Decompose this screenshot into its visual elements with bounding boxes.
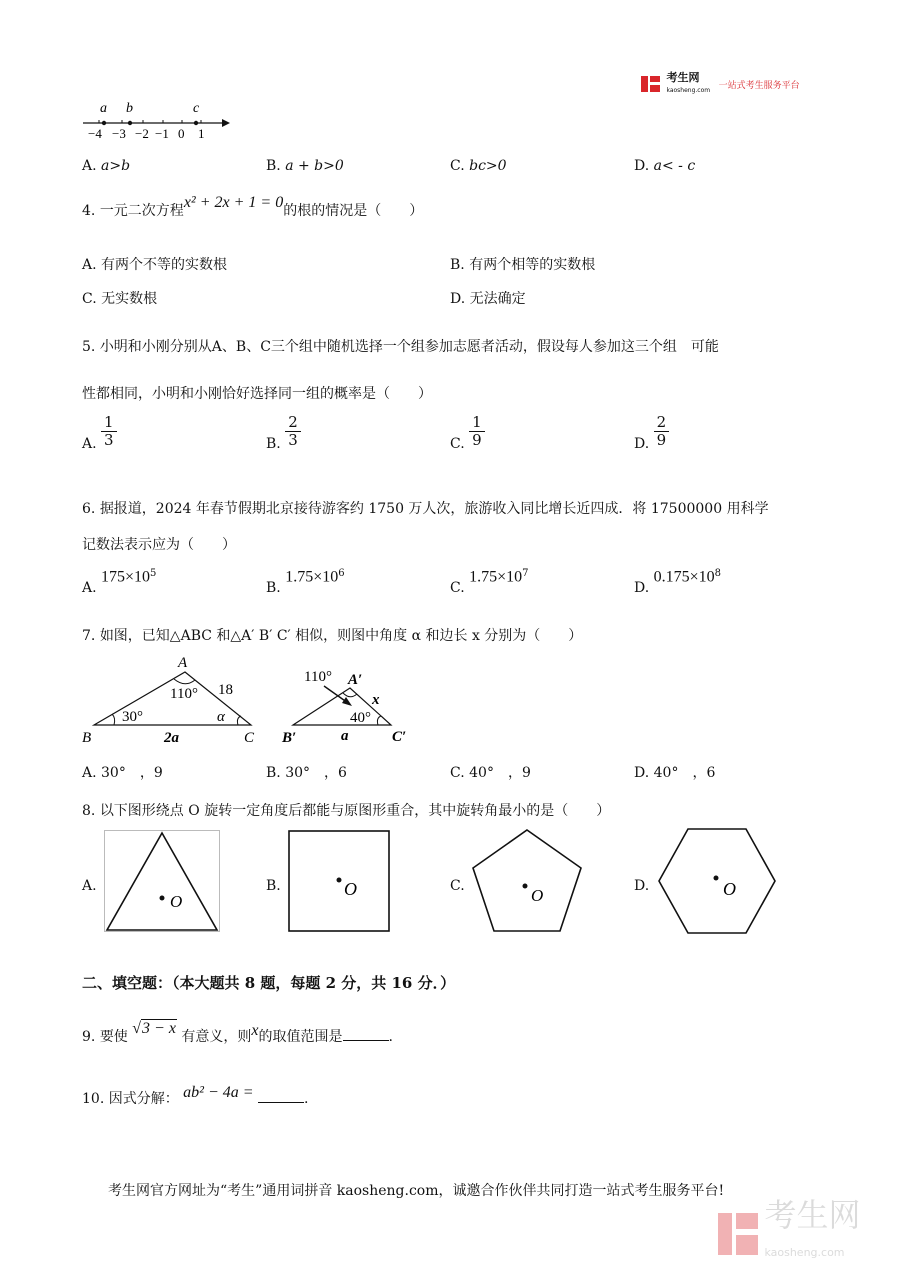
logo-cn: 考生网 bbox=[666, 71, 700, 84]
header-logo bbox=[640, 72, 800, 96]
q6-stem-line1: 6. 据报道，2024 年春节假期北京接待游客约 1750 万人次，旅游收入同比增长近四成．将 17500000 用科学 bbox=[82, 501, 769, 517]
q6-option-a[interactable]: A. $175\times 10^5$ bbox=[82, 568, 157, 596]
q5-stem-line2: 性都相同，小明和小刚恰好选择同一组的概率是（ ） bbox=[82, 386, 432, 402]
sqrt-expression: √3 − x bbox=[132, 1020, 176, 1037]
svg-text:40°: 40° bbox=[350, 710, 371, 726]
tick-label: 1 bbox=[198, 126, 205, 141]
svg-text:C: C bbox=[244, 730, 255, 746]
label-a: a bbox=[100, 101, 107, 116]
logo-slogan: 一站式考生服务平台 bbox=[718, 80, 800, 91]
q8-figure-triangle[interactable] bbox=[104, 830, 220, 932]
q10-answer-blank[interactable] bbox=[258, 1090, 304, 1103]
q7-stem: 7. 如图，已知△ABC 和△A′ B′ C′ 相似，则图中角度 α 和边长 x 分别为（ ） bbox=[82, 628, 583, 644]
point-c bbox=[194, 121, 198, 125]
tick-label: 0 bbox=[178, 126, 185, 141]
svg-text:x: x bbox=[372, 692, 380, 708]
svg-text:30°: 30° bbox=[122, 709, 143, 725]
q8-figure-pentagon[interactable] bbox=[470, 828, 584, 934]
label-c: c bbox=[193, 101, 200, 116]
q7-option-a[interactable]: A. 30° ，9 bbox=[82, 765, 163, 781]
q8-option-a-label[interactable]: A. bbox=[82, 878, 97, 894]
footer-watermark bbox=[716, 1196, 861, 1267]
watermark-en: kaosheng.com bbox=[764, 1246, 845, 1259]
number-line bbox=[80, 98, 240, 144]
tick-label: −3 bbox=[112, 126, 126, 141]
watermark-cn: 考生网 bbox=[764, 1196, 861, 1234]
q3-option-c[interactable]: C. bc>0 bbox=[450, 158, 507, 174]
q6-option-b[interactable]: B. $1.75\times 10^6$ bbox=[266, 568, 345, 596]
q4-option-c[interactable]: C. 无实数根 bbox=[82, 291, 158, 307]
q5-option-c[interactable]: C. $\frac{1}{9}$ bbox=[450, 414, 485, 449]
svg-text:a: a bbox=[341, 728, 349, 744]
q4-option-d[interactable]: D. 无法确定 bbox=[450, 291, 526, 307]
svg-text:110°: 110° bbox=[170, 686, 198, 702]
q5-option-b[interactable]: B. $\frac{2}{3}$ bbox=[266, 414, 301, 449]
q10-expression: ab² − 4a = bbox=[183, 1084, 254, 1101]
q6-option-c[interactable]: C. $1.75\times 10^7$ bbox=[450, 568, 529, 596]
svg-text:α: α bbox=[217, 709, 225, 725]
svg-text:2a: 2a bbox=[164, 730, 179, 746]
q8-stem: 8. 以下图形绕点 O 旋转一定角度后都能与原图形重合，其中旋转角最小的是（ ） bbox=[82, 803, 611, 819]
q3-option-d[interactable]: D. a< - c bbox=[634, 158, 696, 174]
watermark-logo-icon bbox=[716, 1209, 760, 1259]
q3-option-b[interactable]: B. a + b>0 bbox=[266, 158, 344, 174]
q3-option-a[interactable]: A. a>b bbox=[82, 158, 131, 174]
q8-figure-hexagon[interactable] bbox=[656, 827, 778, 935]
svg-text:O: O bbox=[170, 892, 183, 911]
svg-text:O: O bbox=[723, 879, 736, 899]
svg-text:O: O bbox=[531, 886, 544, 905]
svg-text:A′: A′ bbox=[348, 672, 363, 688]
q7-option-d[interactable]: D. 40° ，6 bbox=[634, 765, 716, 781]
svg-text:B: B bbox=[82, 730, 92, 746]
q4-equation: x² + 2x + 1 = 0 bbox=[183, 194, 284, 211]
q5-option-a[interactable]: A. $\frac{1}{3}$ bbox=[82, 414, 117, 449]
q7-option-c[interactable]: C. 40° ，9 bbox=[450, 765, 531, 781]
q8-option-d-label[interactable]: D. bbox=[634, 878, 650, 894]
svg-text:A: A bbox=[178, 655, 188, 671]
q10-stem: 10. 因式分解： ab² − 4a = . bbox=[82, 1084, 309, 1107]
q6-stem-line2: 记数法表示应为（ ） bbox=[82, 537, 236, 553]
q9-answer-blank[interactable] bbox=[343, 1028, 389, 1041]
q8-option-b-label[interactable]: B. bbox=[266, 878, 281, 894]
svg-text:O: O bbox=[344, 879, 357, 899]
point-a bbox=[102, 121, 106, 125]
tick-label: −4 bbox=[88, 126, 102, 141]
q8-option-c-label[interactable]: C. bbox=[450, 878, 465, 894]
section-2-title: 二、填空题：（本大题共 8 题，每题 2 分，共 16 分．） bbox=[82, 974, 456, 992]
q4-option-b[interactable]: B. 有两个相等的实数根 bbox=[450, 257, 596, 273]
q8-figure-square[interactable] bbox=[288, 830, 390, 932]
logo-en: kaosheng.com bbox=[666, 87, 711, 94]
q4-option-a[interactable]: A. 有两个不等的实数根 bbox=[82, 257, 228, 273]
label-b: b bbox=[126, 101, 133, 116]
q6-option-d[interactable]: D. $0.175\times 10^8$ bbox=[634, 568, 722, 596]
q7-option-b[interactable]: B. 30° ，6 bbox=[266, 765, 347, 781]
q7-triangle-figure bbox=[78, 650, 428, 750]
svg-text:C′: C′ bbox=[392, 729, 407, 745]
svg-text:18: 18 bbox=[218, 682, 233, 698]
tick-label: −2 bbox=[135, 126, 149, 141]
svg-text:110°: 110° bbox=[304, 669, 332, 685]
tick-label: −1 bbox=[155, 126, 169, 141]
q5-option-d[interactable]: D. $\frac{2}{9}$ bbox=[634, 414, 669, 449]
q5-stem-line1: 5. 小明和小刚分别从A、B、C三个组中随机选择一个组参加志愿者活动，假设每人参加这三个组 可能 bbox=[82, 339, 719, 355]
footer-text: 考生网官方网址为“考生”通用词拼音 kaosheng.com，诚邀合作伙伴共同打造一站式考生服务平台! bbox=[108, 1183, 725, 1199]
svg-text:B′: B′ bbox=[282, 730, 297, 746]
point-b bbox=[128, 121, 132, 125]
q9-stem: 9. 要使 √3 − x 有意义，则x的取值范围是 . bbox=[82, 1020, 393, 1045]
kaosheng-logo-icon bbox=[640, 74, 662, 94]
q4-stem: 4. 一元二次方程x² + 2x + 1 = 0的根的情况是（ ） bbox=[82, 194, 424, 219]
